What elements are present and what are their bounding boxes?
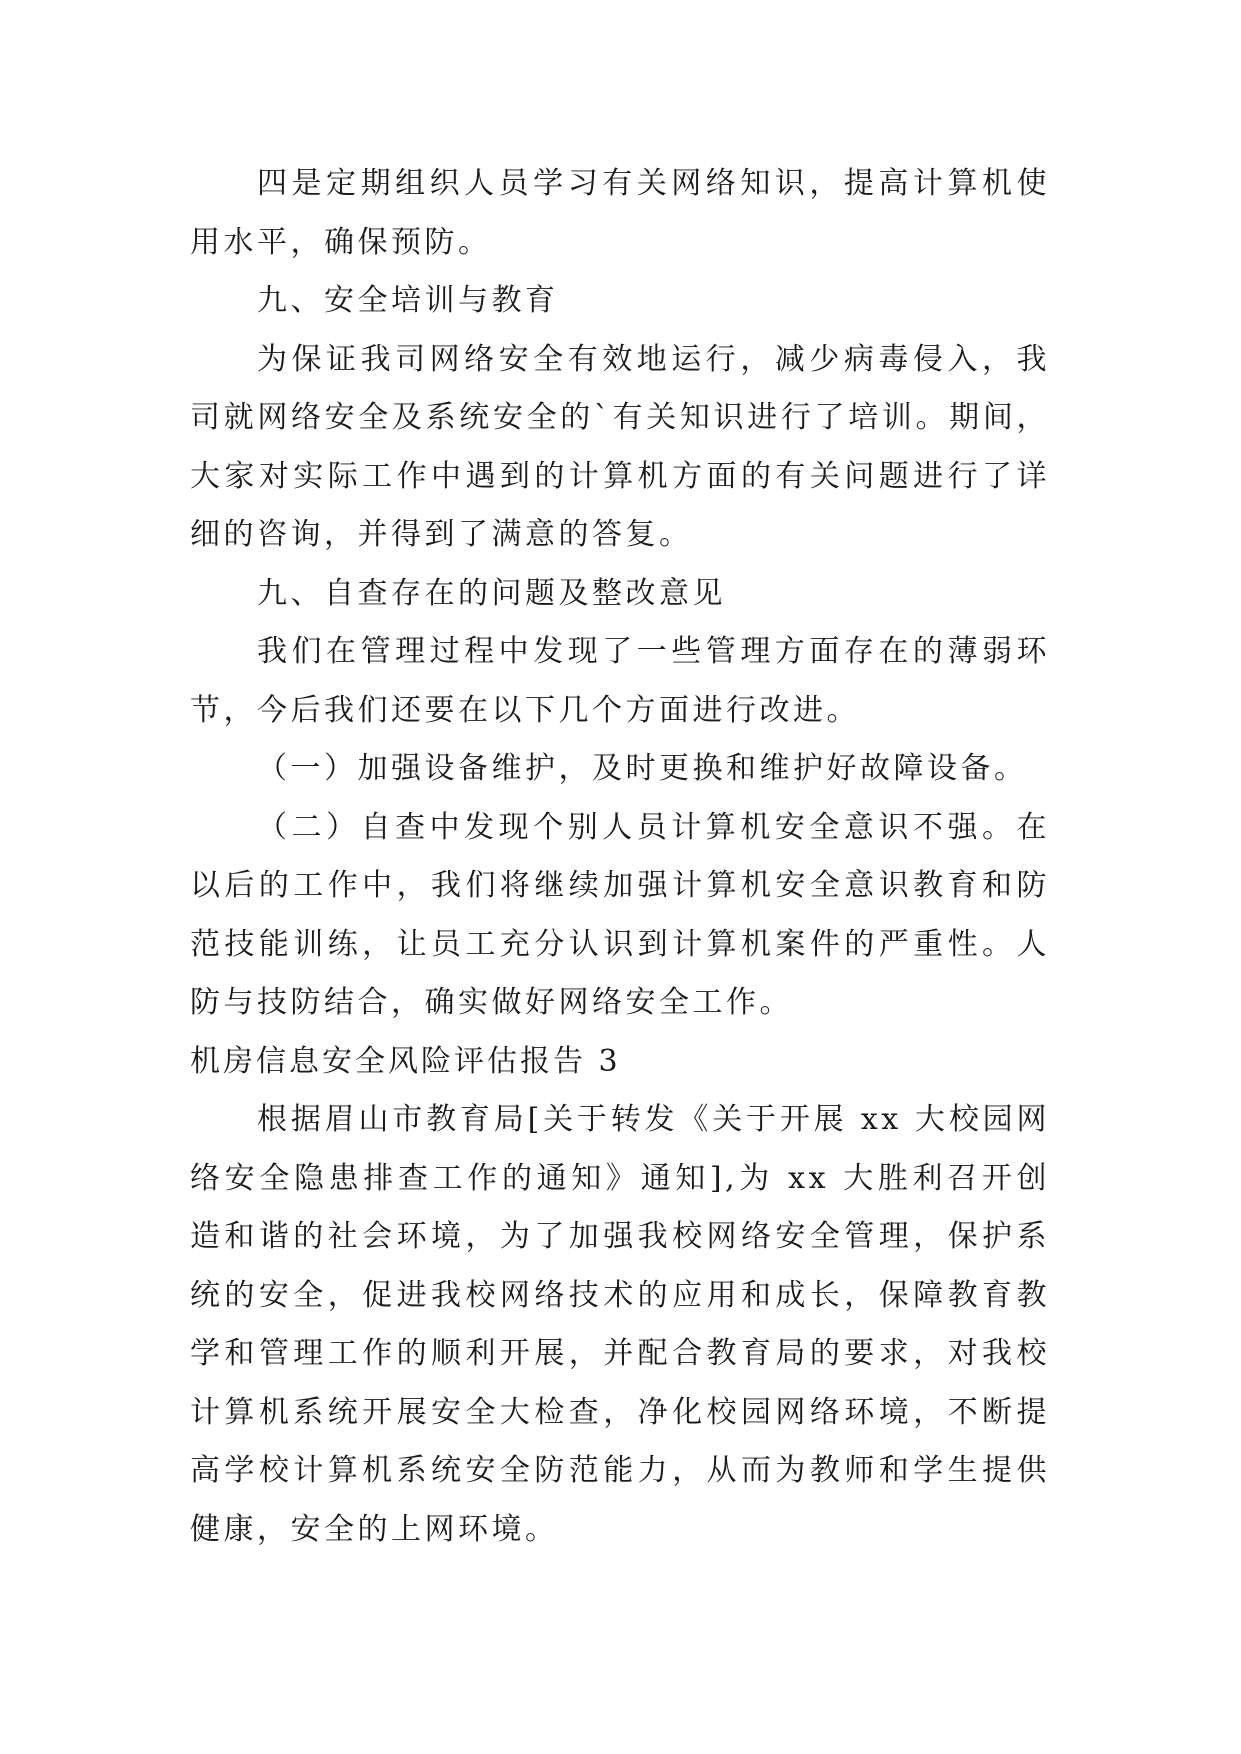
paragraph-report-intro: 根据眉山市教育局[关于转发《关于开展 xx 大校园网络安全隐患排查工作的通知》通知],为 xx 大胜利召开创造和谐的社会环境，为了加强我校网络安全管理，保护系统的安全，促进我校网络技术的应用和成长，保障教育教学和管理工作的顺利开展，并配合教育局的要求，对我校计算机系统开展安全大检查，净化校园网络环境，不断提高学校计算机系统安全防范能力，从而为教师和学生提供健康，安全的上网环境。 [190, 1102, 1050, 1547]
paragraph-training-details: 为保证我司网络安全有效地运行，减少病毒侵入，我司就网络安全及系统安全的`有关知识进行了培训。期间，大家对实际工作中遇到的计算机方面的有关问题进行了详细的咨询，并得到了满意的答复。 [190, 341, 1050, 552]
list-item-two: （二）自查中发现个别人员计算机安全意识不强。在以后的工作中，我们将继续加强计算机安全意识教育和防范技能训练，让员工充分认识到计算机案件的严重性。人防与技防结合，确实做好网络安全工作。 [190, 809, 1050, 1020]
section-heading-self-inspection: 九、自查存在的问题及整改意见 [257, 575, 726, 611]
paragraph-weak-points: 我们在管理过程中发现了一些管理方面存在的薄弱环节，今后我们还要在以下几个方面进行改进。 [190, 634, 1050, 728]
report-title: 机房信息安全风险评估报告 3 [190, 1043, 621, 1079]
section-heading-security-training: 九、安全培训与教育 [257, 283, 559, 318]
document-page [190, 155, 1050, 1559]
list-item-one: （一）加强设备维护，及时更换和维护好故障设备。 [257, 751, 1028, 786]
paragraph-network-training: 四是定期组织人员学习有关网络知识，提高计算机使用水平，确保预防。 [190, 166, 1050, 260]
